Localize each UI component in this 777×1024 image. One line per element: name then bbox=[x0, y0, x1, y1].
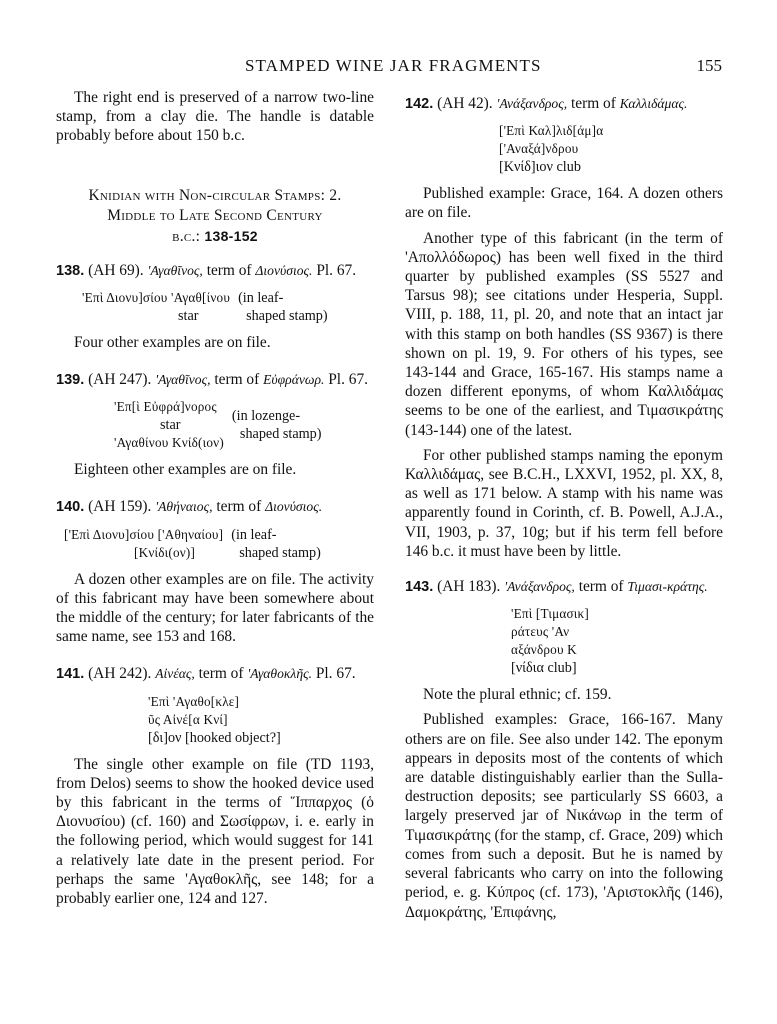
eponym-name: Τιμασι-κράτης. bbox=[627, 579, 708, 595]
entry-number: 140. bbox=[56, 499, 85, 516]
stamp-note: (in leaf- bbox=[231, 526, 277, 543]
running-header bbox=[0, 54, 777, 80]
stamp-text bbox=[82, 289, 374, 325]
stamp-line: ῦς Αἰνέ[α Κνί] bbox=[148, 711, 228, 727]
stamp-line: 'Επὶ [Τιμασικ] bbox=[511, 606, 589, 622]
entry-paragraph: A dozen other examples are on file. The activity of this fabricant may have been somewhere about the middle of the century; for later fabricants of the same name, see 153 and 168. bbox=[56, 570, 374, 646]
entry-paragraph: For other published stamps naming the eponym Καλλιδάμας, see B.C.H., LXXVI, 1952, pl. XX, 8, as well as 171 below. A stamp with his name was apparently found in Corinth, cf. B. Powell, A.J.A., VII, 1903, p. 37, 10g; but if his term fell before 146 b.c. it must have been by little. bbox=[405, 446, 723, 560]
left-column bbox=[56, 88, 374, 908]
entry-number: 138. bbox=[56, 262, 85, 279]
catalog-entry-143 bbox=[405, 577, 723, 922]
stamp-line: ['Αναξά]νδρου bbox=[499, 141, 579, 157]
entry-term-label: term of bbox=[214, 371, 260, 389]
stamp-line: ['Επὶ Καλ]λιδ[άμ]α bbox=[499, 123, 604, 139]
section-heading-line2: Middle to Late Second Century bbox=[107, 206, 323, 224]
entry-inventory: (AH 42). bbox=[437, 95, 493, 112]
intro-paragraph: The right end is preserved of a narrow two-line stamp, from a clay die. The handle is datable probably before about 150 b.c. bbox=[56, 89, 374, 145]
catalog-entry-139 bbox=[56, 370, 374, 479]
stamp-text bbox=[511, 605, 723, 677]
eponym-name: Διονύσιος. bbox=[265, 499, 323, 515]
fabricant-name: Αἰνέας, bbox=[155, 666, 195, 682]
section-range: 138-152 bbox=[204, 227, 258, 244]
plate-ref: Pl. 67. bbox=[328, 371, 369, 389]
stamp-line: 'Επὶ Διονυ]σίου 'Αγαθ[ίνου bbox=[82, 289, 231, 305]
stamp-text bbox=[499, 122, 723, 176]
stamp-note: shaped stamp) bbox=[246, 307, 328, 324]
stamp-note: (in leaf- bbox=[238, 289, 284, 306]
entry-number: 139. bbox=[56, 372, 85, 389]
entry-number: 141. bbox=[56, 666, 85, 683]
entry-paragraph: The single other example on file (TD 1193, from Delos) seems to show the hooked device used by this fabricant in the terms of Ἵππαρχος (ὁ Διονυσίου) (cf. 160) and Σωσίφρων, i. e. early in the following period, which would suggest for 141 a relatively late date in the present period. For perhaps the same 'Αγαθοκλῆς, see 148; for a probably earlier one, 124 and 127. bbox=[56, 755, 374, 908]
entry-term-label: term of bbox=[206, 261, 252, 279]
entry-term-label: term of bbox=[571, 95, 616, 112]
stamp-line: 'Επὶ 'Αγαθο[κλε] bbox=[148, 693, 240, 709]
stamp-line: ράτευς 'Αν bbox=[511, 624, 570, 640]
catalog-entry-138 bbox=[56, 261, 374, 352]
fabricant-name: 'Αγαθῖνος, bbox=[155, 372, 211, 388]
stamp-line: [νίδια club] bbox=[511, 660, 577, 677]
section-era: b.c.: bbox=[172, 227, 201, 245]
stamp-line: star bbox=[160, 417, 181, 434]
entry-term-label: term of bbox=[578, 578, 624, 596]
entry-inventory: (AH 183). bbox=[437, 578, 501, 596]
entry-inventory: (AH 247). bbox=[88, 371, 152, 389]
plate-ref: Pl. 67. bbox=[315, 665, 356, 683]
eponym-name: Εὐφράνωρ. bbox=[263, 372, 325, 388]
entry-number: 142. bbox=[405, 96, 434, 112]
eponym-name: Καλλιδάμας. bbox=[619, 96, 688, 111]
stamp-note: (in lozenge- bbox=[231, 408, 301, 425]
running-title: STAMPED WINE JAR FRAGMENTS bbox=[245, 56, 542, 75]
entry-number: 143. bbox=[405, 579, 434, 596]
stamp-line: ['Επὶ Διονυ]σίου ['Αθηναίου] bbox=[64, 526, 224, 542]
entry-term-label: term of bbox=[198, 665, 244, 683]
stamp-line: 'Αγαθίνου Κνίδ(ιον) bbox=[114, 435, 224, 451]
eponym-name: Διονύσιος. bbox=[255, 262, 313, 278]
stamp-text bbox=[114, 398, 374, 452]
stamp-text bbox=[64, 526, 374, 562]
section-heading-line1: Knidian with Non-circular Stamps: 2. bbox=[88, 186, 342, 204]
entry-inventory: (AH 69). bbox=[88, 261, 144, 279]
stamp-note: shaped stamp) bbox=[239, 544, 321, 561]
section-heading-line3 bbox=[56, 226, 374, 247]
entry-paragraph: Published example: Grace, 164. A dozen others are on file. bbox=[405, 185, 723, 222]
stamp-line: [Κνίδ]ιον club bbox=[499, 159, 581, 176]
stamp-line: star bbox=[178, 307, 199, 324]
eponym-name: 'Αγαθοκλῆς. bbox=[247, 666, 312, 682]
stamp-note: shaped stamp) bbox=[239, 426, 322, 443]
fabricant-name: 'Αθήναιος, bbox=[155, 499, 213, 515]
plate-ref: Pl. 67. bbox=[316, 261, 357, 279]
stamp-line: [δι]ον [hooked object?] bbox=[148, 729, 281, 746]
fabricant-name: 'Ανάξανδρος, bbox=[496, 96, 568, 111]
page-number: 155 bbox=[696, 56, 722, 75]
catalog-entry-141 bbox=[56, 664, 374, 908]
fabricant-name: 'Αγαθῖνος, bbox=[147, 262, 203, 278]
fabricant-name: 'Ανάξανδρος, bbox=[504, 579, 575, 595]
entry-note: Eighteen other examples are on file. bbox=[74, 461, 297, 479]
catalog-entry-140 bbox=[56, 497, 374, 646]
entry-inventory: (AH 242). bbox=[88, 665, 152, 683]
entry-note: Four other examples are on file. bbox=[74, 333, 271, 351]
entry-term-label: term of bbox=[216, 498, 262, 516]
stamp-line: αξάνδρου Κ bbox=[511, 642, 577, 658]
entry-paragraph: Another type of this fabricant (in the term of 'Απολλόδωρος) has been well fixed in the third quarter by published examples (SS 5527 and Tarsus 98); see citations under Hesperia, Suppl. VIII, p. 188, 11, pl. 20, and note that an intact jar with this stamp on both handles (SS 9367) is there shown on pl. 19, 9. For others of his types, see 143-144 and Grace, 165-167. His stamps name a dozen different eponyms, of whom Καλλιδάμας seems to be one of the earliest, and Τιμασικράτης (143-144) one of the latest. bbox=[405, 229, 723, 439]
entry-paragraph: Note the plural ethnic; cf. 159. bbox=[423, 686, 612, 704]
entry-paragraph: Published examples: Grace, 166-167. Many others are on file. See also under 142. The eponym appears in deposits most of the contents of which are datable distinguishably earlier than the Sulla-destruction deposits; see particularly SS 6603, a largely preserved jar of Νικάνωρ in the term of Τιμασικράτης (for the stamp, cf. Grace, 209) which comes from such a deposit. But he is named by several fabricants who carry on into the following period, e. g. Κύπρος (cf. 173), 'Αριστοκλῆς (146), Δαμοκράτης, 'Επιφάνης, bbox=[405, 711, 723, 921]
stamp-line: [Κνίδι(ον)] bbox=[134, 544, 196, 560]
right-column bbox=[405, 94, 723, 922]
entry-inventory: (AH 159). bbox=[88, 498, 152, 516]
section-heading bbox=[56, 186, 374, 247]
stamp-text bbox=[148, 693, 374, 747]
catalog-entry-142 bbox=[405, 94, 723, 561]
stamp-line: 'Επ[ὶ Εὐφρά]νορος bbox=[114, 399, 217, 415]
